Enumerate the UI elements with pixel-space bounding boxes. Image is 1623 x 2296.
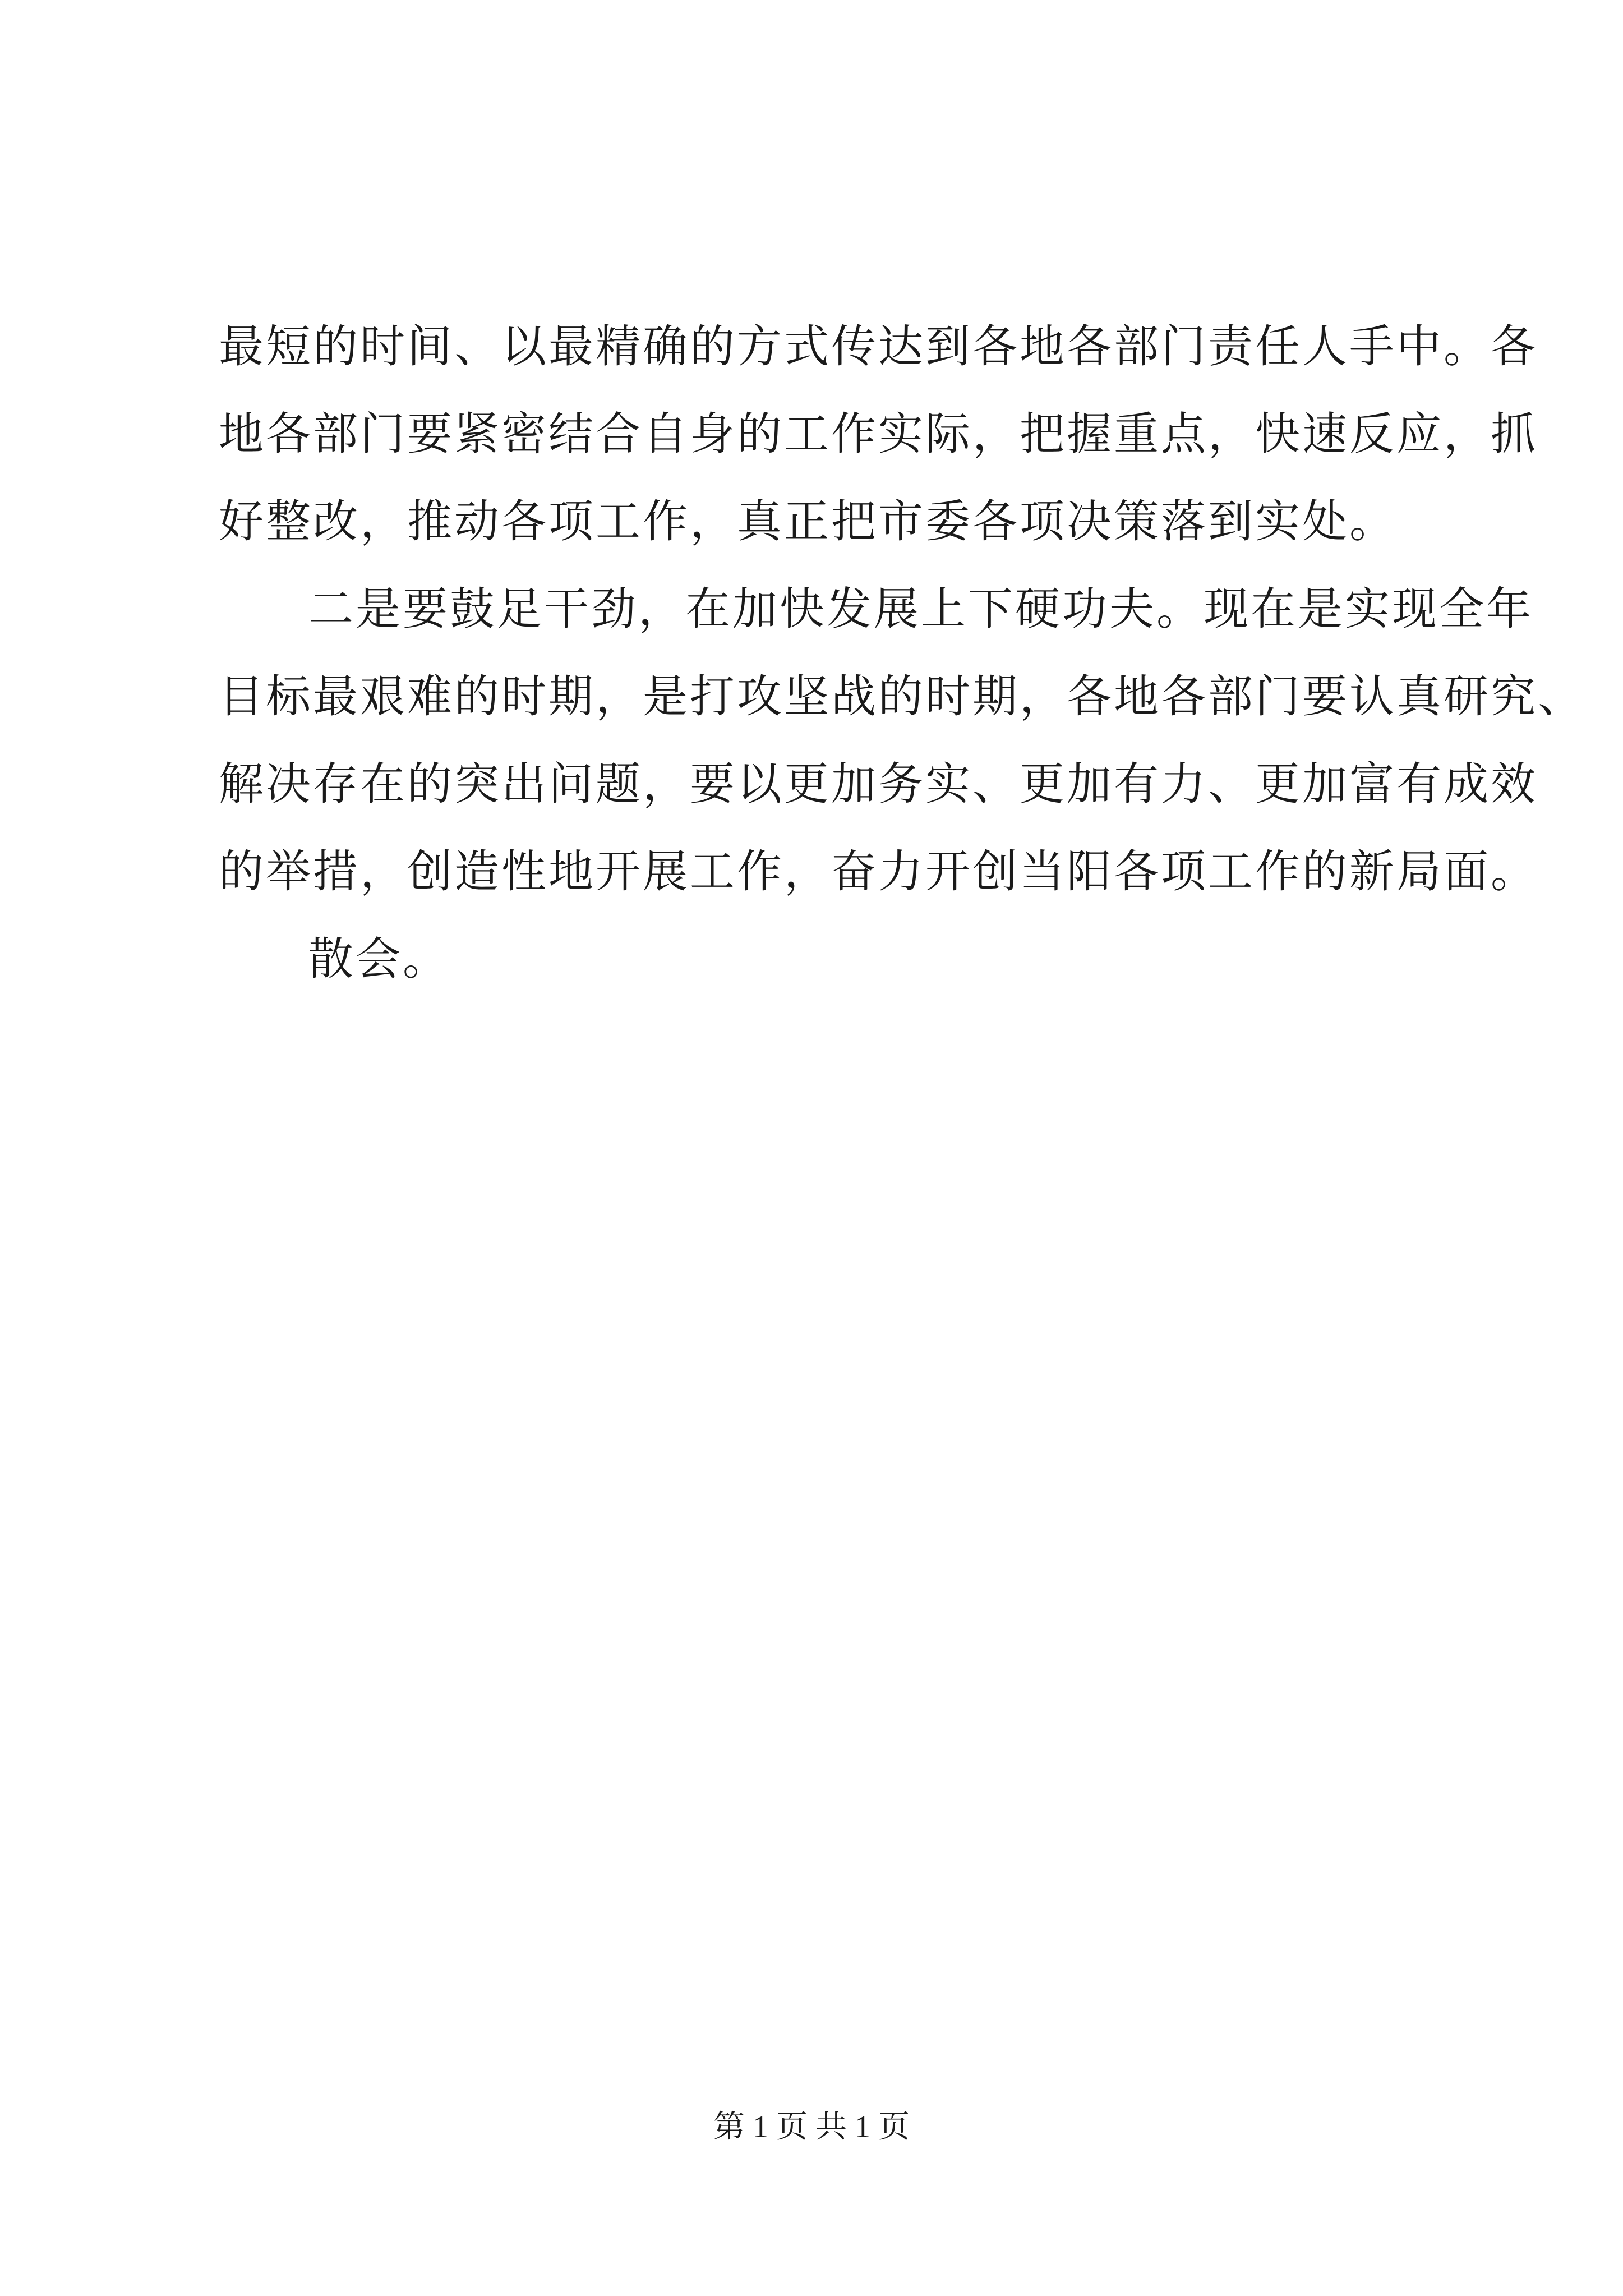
paragraph-1-line-1: 最短的时间、以最精确的方式传达到各地各部门责任人手中。各 (219, 320, 1538, 372)
paragraph-1-line-2: 地各部门要紧密结合自身的工作实际，把握重点，快速反应，抓 (219, 408, 1538, 460)
paragraph-2-line-1: 二是要鼓足干劲，在加快发展上下硬功夫。现在是实现全年 (308, 583, 1533, 635)
paragraph-2-line-3: 解决存在的突出问题，要以更加务实、更加有力、更加富有成效 (219, 758, 1538, 810)
paragraph-2-line-4: 的举措，创造性地开展工作，奋力开创当阳各项工作的新局面。 (219, 845, 1538, 898)
paragraph-3-line-1: 散会。 (308, 933, 450, 985)
paragraph-2-line-2: 目标最艰难的时期，是打攻坚战的时期，各地各部门要认真研究、 (219, 670, 1585, 723)
page-footer (0, 2105, 1623, 2150)
page-number-label: 第 1 页 共 1 页 (713, 2110, 910, 2145)
document-body (219, 303, 1585, 1003)
paragraph-1-line-3: 好整改，推动各项工作，真正把市委各项决策落到实处。 (219, 495, 1396, 547)
